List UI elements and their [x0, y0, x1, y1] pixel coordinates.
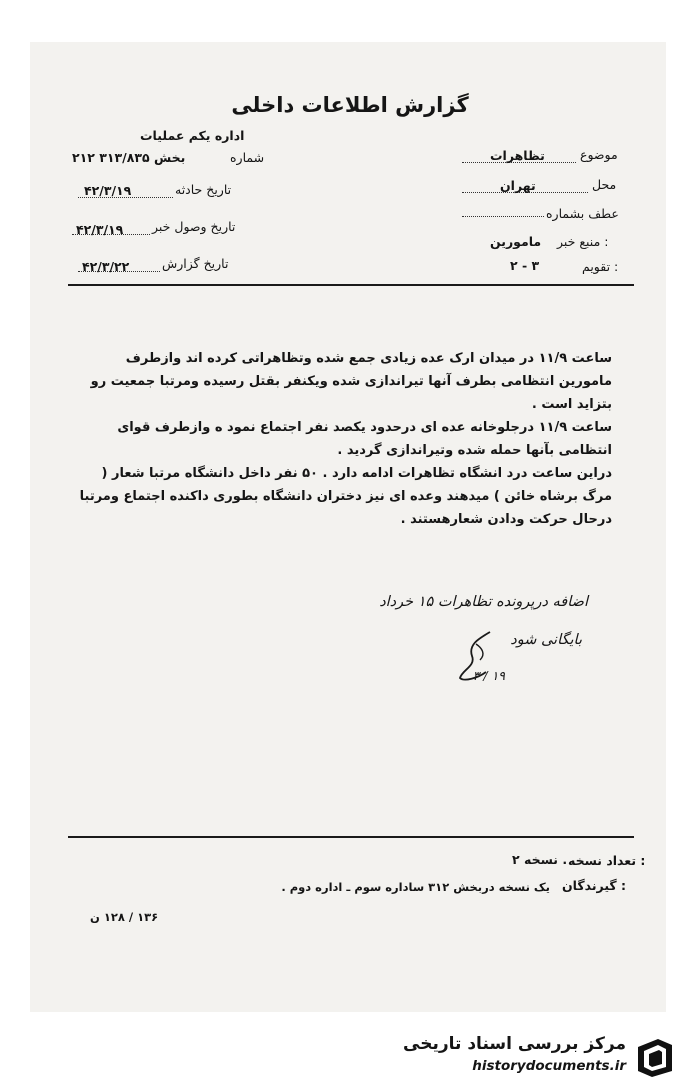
subject-value: تظاهرات — [490, 148, 545, 163]
report-title: گزارش اطلاعات داخلی — [231, 93, 469, 117]
place-label: محل — [592, 177, 617, 192]
following-line — [462, 216, 544, 217]
recipients-label: گیرندگان : — [562, 878, 627, 893]
body-paragraph: ساعت ۱۱/۹ درجلوخانه عده ای درحدود یکصد نفر اجتماع نمود ه وازطرف قوای انتظامی بآنها حمله شده وتیراندازی گردید . — [117, 420, 612, 458]
archive-logo-icon — [634, 1035, 676, 1079]
received-date-label: تاریخ وصول خبر — [152, 219, 236, 234]
brand-url[interactable]: historydocuments.ir — [472, 1058, 626, 1074]
footer-divider — [68, 836, 634, 838]
header-divider — [68, 284, 634, 286]
received-date: ۴۲/۳/۱۹ — [76, 222, 124, 237]
body-paragraph: ساعت ۱۱/۹ در میدان ارک عده زیادی جمع شده وتظاهراتی کرده اند وازطرف مامورین انتظامی بطرف آنها تیراندازی شده ویکنفر بقتل رسیده ومرتبا جمعیت رو بتزاید است . — [90, 351, 612, 412]
recipients-value: یک نسخه دربخش ۳۱۲ ساداره سوم ـ اداره دوم . — [281, 880, 550, 894]
place-value: تهران — [500, 178, 536, 193]
following-label: عطف بشماره — [546, 206, 619, 221]
department-name: اداره یکم عملیات — [140, 128, 245, 143]
handwritten-note-archive: اضافه درپرونده تظاهرات ۱۵ خرداد — [379, 594, 588, 610]
copies-value: ۲ نسخه . — [512, 852, 568, 867]
source-value: مامورین — [490, 234, 542, 249]
incident-date-label: تاریخ حادثه — [175, 182, 232, 197]
rating-label: تقویم : — [582, 259, 619, 274]
report-body — [72, 347, 612, 531]
body-paragraph: دراین ساعت درد انشگاه تظاهرات ادامه دارد . ۵۰ نفر داخل دانشگاه مرتبا شعار ( مرگ برشاه خائن ) میدهند وعده ای نیز دختران دانشگاه بطوری داکنده اجتماع ومرتبا درحال حرکت ودادن شعارهستند . — [79, 466, 612, 527]
handwritten-signature — [450, 626, 500, 686]
handwritten-date: ۱۹ / ۳ — [472, 668, 505, 683]
brand-name: مرکز بررسی اسناد تاریخی — [403, 1034, 626, 1054]
rating-value: ۲ - ۳ — [510, 258, 540, 273]
report-date: ۴۲/۳/۲۲ — [82, 259, 130, 274]
handwritten-note-file: بایگانی شود — [510, 632, 582, 648]
document-code: ۱۳۶ / ۱۲۸ ن — [90, 910, 159, 924]
source-label: منبع خبر : — [557, 234, 609, 249]
subject-label: موضوع — [580, 147, 618, 162]
copies-label: تعداد نسخه : — [568, 853, 646, 868]
number-value: ۲۱۲ بخش ۳۱۳/۸۳۵ — [72, 150, 186, 165]
incident-date: ۴۲/۳/۱۹ — [84, 183, 132, 198]
report-date-label: تاریخ گزارش — [162, 256, 229, 271]
number-label: شماره — [230, 150, 265, 165]
